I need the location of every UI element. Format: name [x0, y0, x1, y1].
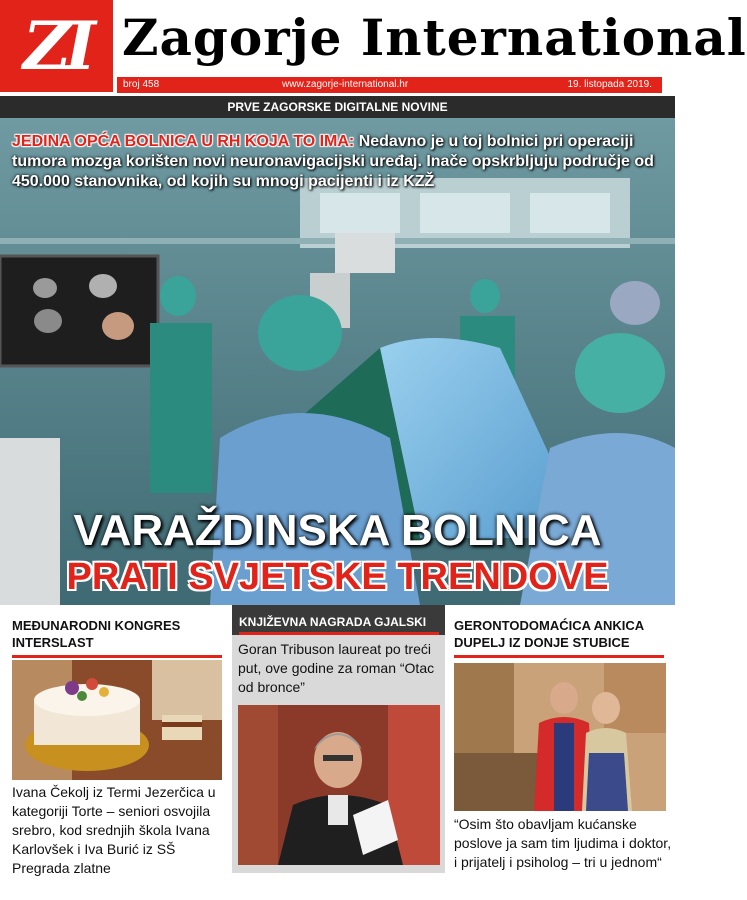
hero-subheadline[interactable]: PRATI SVJETSKE TRENDOVE [66, 556, 609, 598]
tagline: PRVE ZAGORSKE DIGITALNE NOVINE [0, 96, 675, 118]
newspaper-title: Zagorje International [122, 8, 747, 67]
article-heading[interactable]: MEĐUNARODNI KONGRES INTERSLAST [12, 618, 181, 650]
masthead [0, 0, 747, 96]
article-award[interactable] [232, 605, 445, 873]
cake-photo [12, 660, 222, 780]
divider [12, 655, 222, 658]
info-bar [117, 77, 662, 93]
caregiver-photo [454, 663, 666, 811]
divider [239, 632, 439, 635]
author-photo [238, 705, 440, 865]
article-text: Ivana Čekolj iz Termi Jezerčica u kategoriji Torte – seniori osvojila srebro, kod srednjih škola Ivana Karlovšek i Iva Burić iz SŠ Pregrada zlatne [12, 784, 216, 876]
article-caregiver[interactable] [452, 605, 675, 900]
article-heading[interactable]: KNJIŽEVNA NAGRADA GJALSKI [239, 615, 427, 629]
article-text: Goran Tribuson laureat po treći put, ove godine za roman “Otac od bronce” [238, 641, 435, 695]
hero-headline[interactable]: VARAŽDINSKA BOLNICA [73, 506, 602, 555]
logo-text: ZI [22, 7, 91, 85]
hero-kicker: JEDINA OPĆA BOLNICA U RH KOJA TO IMA: [12, 133, 355, 150]
zi-logo[interactable] [0, 0, 113, 92]
article-text: “Osim što obavljam kućanske poslove ja sam tim ljudima i doktor, i prijatelj i psiholog – tri u jednom“ [454, 816, 672, 870]
divider [454, 655, 664, 658]
issue-date: 19. listopada 2019. [567, 79, 652, 90]
hero-story[interactable] [0, 118, 675, 605]
website-link[interactable]: www.zagorje-international.hr [282, 79, 409, 90]
article-congress[interactable] [0, 605, 225, 900]
hero-lead-text: Nedavno je u toj bolnici pri operaciji tumora mozga korišten novi neuronavigacijski uređaj. Inače opskrbljuju područje od 450.000 stanovnika, od kojih su mnogi pacijenti i iz KZŽ [12, 133, 654, 190]
hero-lead [12, 132, 672, 192]
article-heading[interactable]: GERONTODOMAĆICA ANKICA DUPELJ IZ DONJE STUBICE [454, 618, 644, 650]
issue-number: broj 458 [123, 79, 160, 90]
